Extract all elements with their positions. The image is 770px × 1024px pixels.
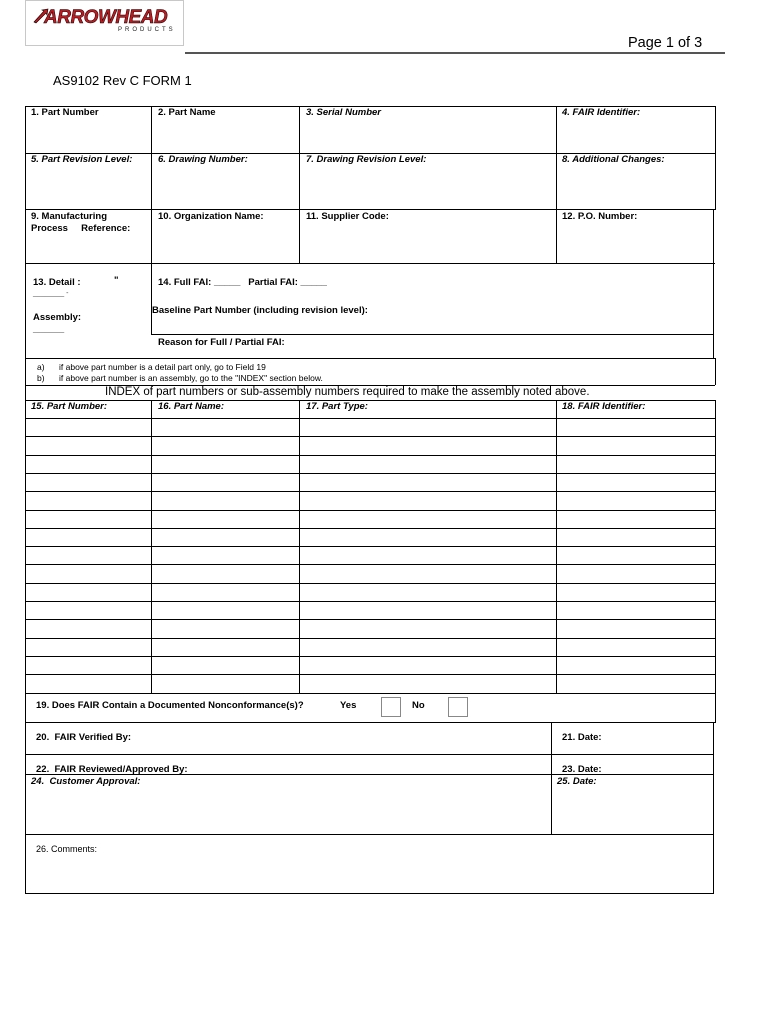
index-table-row	[25, 674, 715, 675]
field-drawing-revision-level: 7. Drawing Revision Level:	[306, 154, 427, 165]
nonconformance-yes-checkbox[interactable]	[381, 697, 401, 717]
field-po-number: 12. P.O. Number:	[562, 211, 638, 222]
index-note: INDEX of part numbers or sub-assembly numbers required to make the assembly noted above.	[105, 386, 590, 398]
index-header-part-number: 15. Part Number:	[31, 401, 108, 412]
index-column-divider	[715, 400, 716, 694]
field-manufacturing-label: 9. Manufacturing	[31, 211, 108, 222]
instruction-a-text: if above part number is a detail part only, go to Field 19	[59, 362, 266, 372]
field-fair-identifier: 4. FAIR Identifier:	[562, 107, 641, 118]
index-table-row	[25, 693, 715, 694]
index-header-part-name: 16. Part Name:	[158, 401, 225, 412]
field-customer-approval: 24. Customer Approval:	[31, 776, 141, 787]
nonconformance-no-label: No	[412, 700, 425, 711]
index-table-row	[25, 564, 715, 565]
detail-checkbox-line: ________ -	[33, 290, 69, 297]
page-indicator: Page 1 of 3	[628, 35, 703, 51]
field-drawing-number: 6. Drawing Number:	[158, 154, 248, 165]
index-table-row	[25, 656, 715, 657]
header-divider	[185, 52, 725, 54]
instruction-a-marker: a)	[37, 362, 45, 372]
field-baseline-part-number: Baseline Part Number (including revision level):	[152, 305, 368, 316]
nonconformance-yes-label: Yes	[340, 700, 357, 711]
field-supplier-code: 11. Supplier Code:	[306, 211, 389, 222]
field-part-number: 1. Part Number	[31, 107, 99, 118]
field-detail-mark: "	[114, 275, 119, 286]
index-table-row	[25, 436, 715, 437]
index-header-fair-identifier: 18. FAIR Identifier:	[562, 401, 646, 412]
logo-wordmark: ARROWHEAD	[44, 7, 168, 28]
index-table-row	[25, 510, 715, 511]
instruction-b-marker: b)	[37, 373, 45, 383]
field-date-21: 21. Date:	[562, 732, 602, 743]
instruction-b-text: if above part number is an assembly, go to the "INDEX" section below.	[59, 373, 323, 383]
field-date-23: 23. Date:	[562, 764, 602, 775]
index-table-row	[25, 638, 715, 639]
field-organization-name: 10. Organization Name:	[158, 211, 264, 222]
index-table-row	[25, 546, 715, 547]
index-table-row	[25, 619, 715, 620]
field-comments: 26. Comments:	[36, 844, 98, 854]
field-detail: 13. Detail :	[33, 277, 81, 288]
form-title: AS9102 Rev C FORM 1	[53, 73, 192, 88]
field-date-25: 25. Date:	[557, 776, 597, 787]
field-process-reference-label: Process Reference:	[31, 223, 131, 234]
index-table-row	[25, 583, 715, 584]
field-additional-changes: 8. Additional Changes:	[562, 154, 665, 165]
field-full-partial-fai: 14. Full FAI: _____ Partial FAI: _____	[158, 277, 327, 288]
index-table-row	[25, 418, 715, 419]
assembly-checkbox-line: ________	[33, 326, 65, 333]
index-table-row	[25, 473, 715, 474]
index-table-row	[25, 601, 715, 602]
field-fair-verified-by: 20. FAIR Verified By:	[36, 732, 132, 743]
field-part-name: 2. Part Name	[158, 107, 216, 118]
company-logo	[25, 0, 184, 46]
index-table-row	[25, 491, 715, 492]
nonconformance-no-checkbox[interactable]	[448, 697, 468, 717]
logo-subtext: PRODUCTS	[118, 27, 176, 33]
field-assembly: Assembly:	[33, 312, 82, 323]
field-reason-fai: Reason for Full / Partial FAI:	[158, 337, 285, 348]
field-serial-number: 3. Serial Number	[306, 107, 381, 118]
index-header-part-type: 17. Part Type:	[306, 401, 368, 412]
field-part-revision-level: 5. Part Revision Level:	[31, 154, 133, 165]
field-fair-reviewed-by: 22. FAIR Reviewed/Approved By:	[36, 764, 188, 775]
field-nonconformance: 19. Does FAIR Contain a Documented Nonconformance(s)?	[36, 700, 304, 711]
index-table-row	[25, 528, 715, 529]
index-table-row	[25, 455, 715, 456]
